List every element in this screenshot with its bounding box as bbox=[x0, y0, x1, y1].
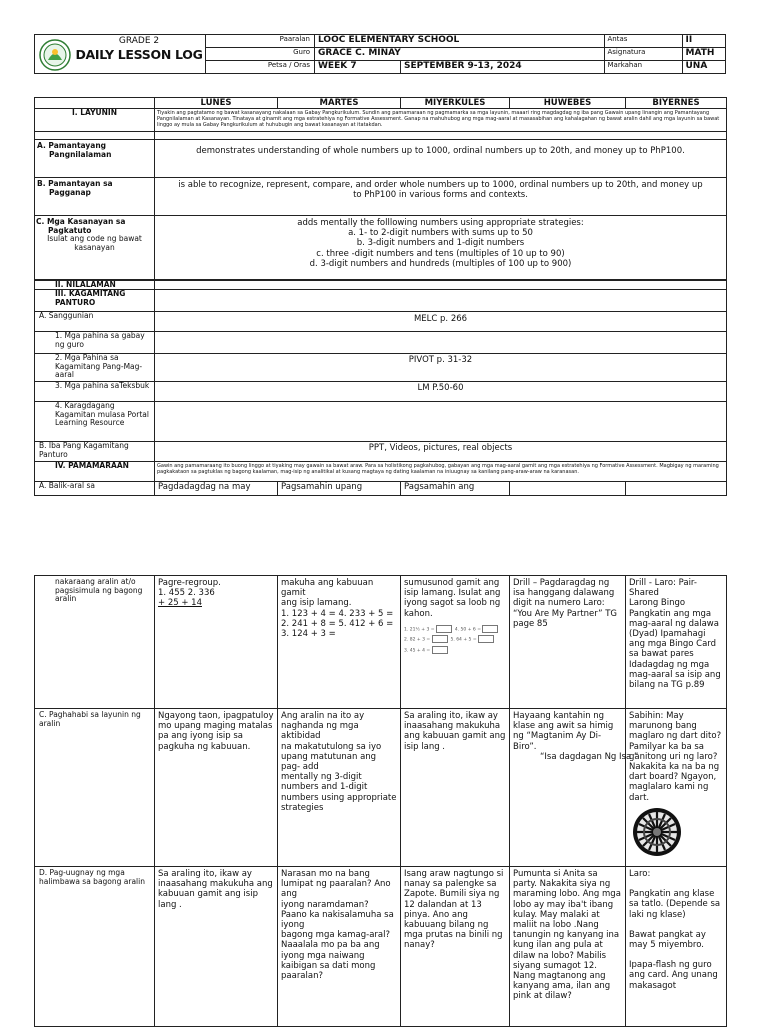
week-value: WEEK 7 bbox=[315, 61, 401, 74]
row1-tue-line: 3. 124 + 3 = bbox=[281, 629, 336, 640]
day-tuesday: MARTES bbox=[278, 98, 401, 109]
field-label: Paaralan bbox=[206, 35, 315, 48]
gabay-row bbox=[35, 332, 727, 354]
header-title-cell bbox=[35, 35, 206, 74]
grade-level-value: II bbox=[682, 35, 726, 48]
sanggunian-value: MELC p. 266 bbox=[155, 312, 727, 332]
sanggunian-row bbox=[35, 312, 727, 332]
subject-value: MATH bbox=[682, 48, 726, 61]
row1-friday bbox=[626, 576, 727, 709]
row1-tue-line: 2. 241 + 8 = 5. 412 + 6 = bbox=[281, 618, 394, 629]
pang-mag-aaral-row bbox=[35, 354, 727, 382]
kagamitan-row bbox=[35, 290, 727, 312]
lesson-table-continued bbox=[34, 575, 726, 1027]
teacher-name: GRACE C. MINAY bbox=[315, 48, 605, 61]
teksbuk-label: 3. Mga pahina saTeksbuk bbox=[35, 382, 155, 402]
pamamaraan-label: IV. PAMAMARAAN bbox=[35, 462, 155, 482]
pagganap-label-2: Pagganap bbox=[49, 187, 91, 197]
paghahabi-row bbox=[35, 709, 727, 867]
kasanayan-line: d. 3-digit numbers and hundreds (multiples of 100 up to 900) bbox=[309, 258, 572, 269]
grade-label: GRADE 2 bbox=[118, 36, 160, 46]
days-header-row bbox=[35, 98, 727, 109]
row3-fri-line: Laro: bbox=[629, 869, 651, 879]
answer-boxes bbox=[404, 625, 506, 657]
day-wednesday: MIYERKULES bbox=[401, 98, 510, 109]
balik-aral-thursday bbox=[510, 482, 626, 496]
row3-fri-line bbox=[629, 920, 723, 930]
pangnilalaman-row bbox=[35, 140, 727, 178]
balik-aral-continued-row bbox=[35, 576, 727, 709]
row1-wednesday bbox=[401, 576, 510, 709]
dartboard-icon bbox=[631, 807, 683, 857]
answer-box[interactable] bbox=[436, 625, 452, 633]
layunin-text: Tiyakin ang pagtatamo ng bawat kasanayang nakalaan sa Gabay Pangkurikulum. Sundin ang pamamaraan ng pagmamarka sa mga layunin, maaari ring magdagdag ng iba pang Gawain upang linangin ang Pamantayang Pangnilalaman at Kasanayan. Tinataya at ginamit ang mga estratehiya ng Formative Assessment. Ganap na mahuhubog ang mga mag-aaral at masasabihan ang kahalagahan ng bawat aralin dahil ang mga layunin sa bawat linggo ay mula sa Gabay Pangkurikulum at huhubugin ang bawat kasanayan at itatakdan. bbox=[155, 109, 727, 132]
row3-monday: Sa araling ito, ikaw ay inaasahang makukuha ang kabuuan gamit ang isip lang . bbox=[155, 867, 278, 1027]
school-name: LOOC ELEMENTARY SCHOOL bbox=[315, 35, 605, 48]
answer-box[interactable] bbox=[432, 646, 448, 654]
pamamaraan-text: Gawin ang pamamaraang ito buong linggo at tiyaking may gawain sa bawat araw. Para sa holistikong pagkahubog, gabayan ang mga mag-aaral gamit ang mga estratehiya ng Formative Assessment. Magbigay ng maraming pagkakataon sa pagtuklas ng bagong kaalaman, mag-isip ng analitikal at kusang magtaya ng dating kaalaman na iniuugnay sa kanilang pang-araw-araw na karanasan. bbox=[155, 462, 727, 482]
row2-fri-line: Sabihin: May marunong bang maglaro ng dart dito? Pamilyar ka ba sa ganitong uri ng laro? Nakakita ka na ba ng dart board? Ngayon, maglalaro kami ng dart. bbox=[629, 711, 722, 803]
row3-tue-line: iyong naramdaman? Paano ka nakisalamuha sa iyong bbox=[281, 899, 394, 931]
answer-box[interactable] bbox=[482, 625, 498, 633]
answer-box-label: 1. 21½ + 3 = bbox=[404, 627, 435, 633]
row2-tuesday bbox=[278, 709, 401, 867]
row3-tue-line: Narasan mo na bang lumipat ng paaralan? Ano ang bbox=[281, 869, 391, 900]
teksbuk-row bbox=[35, 382, 727, 402]
row3-fri-line: Bawat pangkat ay may 5 miyembro. bbox=[629, 929, 706, 951]
answer-box-label: 5. 64 + 5 = bbox=[450, 637, 477, 643]
kasanayan-label-2: Pagkatuto bbox=[48, 225, 92, 235]
field-label: Asignatura bbox=[604, 48, 682, 61]
row1-fri-line: Drill - Laro: Pair-Shared bbox=[629, 578, 697, 599]
row2-thu-line: “Isa dagdagan Ng Isa ” bbox=[513, 751, 639, 762]
row1-mon-line: Pagre-regroup. bbox=[158, 578, 221, 588]
day-thursday: HUWEBES bbox=[510, 98, 626, 109]
balik-aral-row bbox=[35, 482, 727, 496]
header bbox=[34, 34, 726, 74]
row1-monday bbox=[155, 576, 278, 709]
date-value: SEPTEMBER 9-13, 2024 bbox=[401, 61, 605, 74]
row2-tue-line: Ang aralin na ito ay naghanda ng mga aktibidad bbox=[281, 711, 365, 742]
row3-fri-line: Pangkatin ang klase sa tatlo. (Depende sa laki ng klase) bbox=[629, 889, 721, 920]
row1-tuesday bbox=[278, 576, 401, 709]
balik-aral-cont-label: nakaraang aralin at/o pagsisimula ng bagong aralin bbox=[35, 576, 155, 709]
answer-box[interactable] bbox=[432, 635, 448, 643]
pagganap-row bbox=[35, 178, 727, 216]
iba-pang-value: PPT, Videos, pictures, real objects bbox=[155, 442, 727, 462]
kasanayan-line: adds mentally the folllowing numbers using appropriate strategies: bbox=[297, 218, 584, 228]
row2-tue-line: na makatutulong sa iyo upang matutunan ang pag- add bbox=[281, 741, 382, 773]
iba-pang-label: B. Iba Pang Kagamitang Panturo bbox=[35, 442, 155, 462]
balik-aral-friday bbox=[626, 482, 727, 496]
teksbuk-value: LM P.50-60 bbox=[155, 382, 727, 402]
kasanayan-line: c. three -digit numbers and tens (multiples of 10 up to 90) bbox=[316, 248, 565, 259]
nilalaman-label: II. NILALAMAN bbox=[35, 280, 155, 290]
row2-wednesday: Sa araling ito, ikaw ay inaasahang makukuha ang kabuuan gamit ang isip lang . bbox=[401, 709, 510, 867]
row1-fri-line: Larong Bingo bbox=[629, 598, 686, 609]
page-title: DAILY LESSON LOG bbox=[75, 47, 203, 62]
row2-monday: Ngayong taon, ipagpatuloy mo upang maging matalas pa ang iyong isip sa pagkuha ng kabuuan. bbox=[155, 709, 278, 867]
row1-wed-line: sumusunod gamit ang isip lamang. Isulat ang iyong sagot sa loob ng kahon. bbox=[404, 578, 501, 619]
balik-aral-tuesday: Pagsamahin upang bbox=[278, 482, 401, 496]
field-label: Antas bbox=[604, 35, 682, 48]
row1-tue-line: 1. 123 + 4 = 4. 233 + 5 = bbox=[281, 608, 394, 619]
quarter-value: UNA bbox=[682, 61, 726, 74]
kasanayan-text bbox=[155, 216, 727, 280]
pamamaraan-row bbox=[35, 462, 727, 482]
row3-friday bbox=[626, 867, 727, 1027]
nilalaman-row bbox=[35, 280, 727, 290]
answer-box-label: 3. 45 + 4 = bbox=[404, 648, 431, 654]
pang-mag-aaral-value: PIVOT p. 31-32 bbox=[155, 354, 727, 382]
kagamitan-label: III. KAGAMITANG PANTURO bbox=[35, 290, 155, 312]
field-label: Markahan bbox=[604, 61, 682, 74]
pagganap-text: is able to recognize, represent, compare, and order whole numbers up to 1000, ordinal numbers up to 20th, and money up to PhP100 in various forms and contexts. bbox=[155, 178, 727, 216]
gabay-label: 1. Mga pahina sa gabay ng guro bbox=[35, 332, 155, 354]
balik-aral-label: A. Balik-aral sa bbox=[35, 482, 155, 496]
sanggunian-label: A. Sanggunian bbox=[35, 312, 155, 332]
row1-fri-line: Pangkatin ang mga mag-aaral ng dalawa (Dyad) Ipamahagi ang mga Bingo Card sa bawat pares Idadagdag ng mga mag-aaral sa isip ang bilang na TG p.89 bbox=[629, 608, 721, 691]
day-monday: LUNES bbox=[155, 98, 278, 109]
row3-tue-line: iyong mga naiwang kaibigan sa dati mong paaralan? bbox=[281, 950, 376, 982]
paghahabi-label: C. Paghahabi sa layunin ng aralin bbox=[35, 709, 155, 867]
row1-mon-line: 1. 455 2. 336 bbox=[158, 588, 215, 599]
kasanayan-line: a. 1- to 2-digit numbers with sums up to 50 bbox=[348, 228, 533, 239]
pag-uugnay-row bbox=[35, 867, 727, 1027]
row3-fri-line bbox=[629, 950, 723, 960]
layunin-label: I. LAYUNIN bbox=[35, 109, 155, 132]
row1-thursday: Drill – Pagdaragdag ng isa hanggang dalawang digit na numero Laro: “You Are My Partner” TG page 85 bbox=[510, 576, 626, 709]
row1-tue-line: makuha ang kabuuan gamit bbox=[281, 578, 374, 599]
pangnilalaman-label: A. Pamantayang bbox=[37, 141, 107, 150]
kasanayan-label: C. Mga Kasanayan sa bbox=[36, 217, 126, 226]
row3-fri-line bbox=[629, 879, 723, 889]
iba-pang-row bbox=[35, 442, 727, 462]
layunin-row bbox=[35, 109, 727, 132]
kasanayan-note: Isulat ang code ng bawat kasanayan bbox=[47, 234, 142, 252]
pang-mag-aaral-label: 2. Mga Pahina sa Kagamitang Pang-Mag-aaral bbox=[35, 354, 155, 382]
field-label: Guro bbox=[206, 48, 315, 61]
kasanayan-row bbox=[35, 216, 727, 280]
pag-uugnay-label: D. Pag-uugnay ng mga halimbawa sa bagong aralin bbox=[35, 867, 155, 1027]
answer-box-label: 2. 82 + 3 = bbox=[404, 637, 431, 643]
answer-box[interactable] bbox=[478, 635, 494, 643]
row2-tue-line: mentally ng 3-digit numbers and 1-digit numbers using appropriate strategies bbox=[281, 772, 397, 813]
answer-box-label: 4. 50 + 6 = bbox=[454, 627, 481, 633]
kasanayan-line: b. 3-digit numbers and 1-digit numbers bbox=[356, 238, 525, 249]
pagganap-label: B. Pamantayan sa bbox=[37, 179, 113, 188]
row2-friday bbox=[626, 709, 727, 867]
day-friday: BIYERNES bbox=[626, 98, 727, 109]
row3-wednesday: Isang araw nagtungo si nanay sa palengke sa Zapote. Bumili siya ng 12 dalandan at 13 pinya. Ano ang kabuuang bilang ng mga prutas na binili ng nanay? bbox=[401, 867, 510, 1027]
pangnilalaman-label-2: Pangnilalaman bbox=[49, 149, 112, 159]
row1-tue-line: ang isip lamang. bbox=[281, 598, 352, 609]
pangnilalaman-text: demonstrates understanding of whole numbers up to 1000, ordinal numbers up to 20th, and money up to PhP100. bbox=[155, 140, 727, 178]
row3-fri-line: Ipapa-flash ng guro ang card. Ang unang makasagot bbox=[629, 960, 718, 991]
row3-tue-line: bagong mga kamag-aral? Naaalala mo pa ba ang bbox=[281, 930, 390, 951]
row1-mon-line: + 25 + 14 bbox=[158, 598, 202, 609]
karagdagang-label: 4. Karagdagang Kagamitan mulasa Portal Learning Resource bbox=[35, 402, 155, 442]
lesson-table bbox=[34, 97, 726, 496]
row3-thursday: Pumunta si Anita sa party. Nakakita siya ng maraming lobo. Ang mga lobo ay may iba't ibang kulay. May malaki at maliit na lobo .Nang tanungin ng kanyang ina kung ilan ang pula at dilaw na lobo? Mabilis siyang sumagot 12. Nang magtanong ang kanyang ama, ilan ang pink at dilaw? bbox=[510, 867, 626, 1027]
balik-aral-monday: Pagdadagdag na may bbox=[155, 482, 278, 496]
field-label: Petsa / Oras bbox=[206, 61, 315, 74]
row3-tuesday bbox=[278, 867, 401, 1027]
deped-seal-icon bbox=[39, 39, 71, 71]
balik-aral-wednesday: Pagsamahin ang bbox=[401, 482, 510, 496]
row2-thursday bbox=[510, 709, 639, 867]
row2-thu-line: Hayaang kantahin ng klase ang awit sa himig ng “Magtanim Ay Di-Biro”. bbox=[513, 711, 614, 752]
karagdagang-row bbox=[35, 402, 727, 442]
